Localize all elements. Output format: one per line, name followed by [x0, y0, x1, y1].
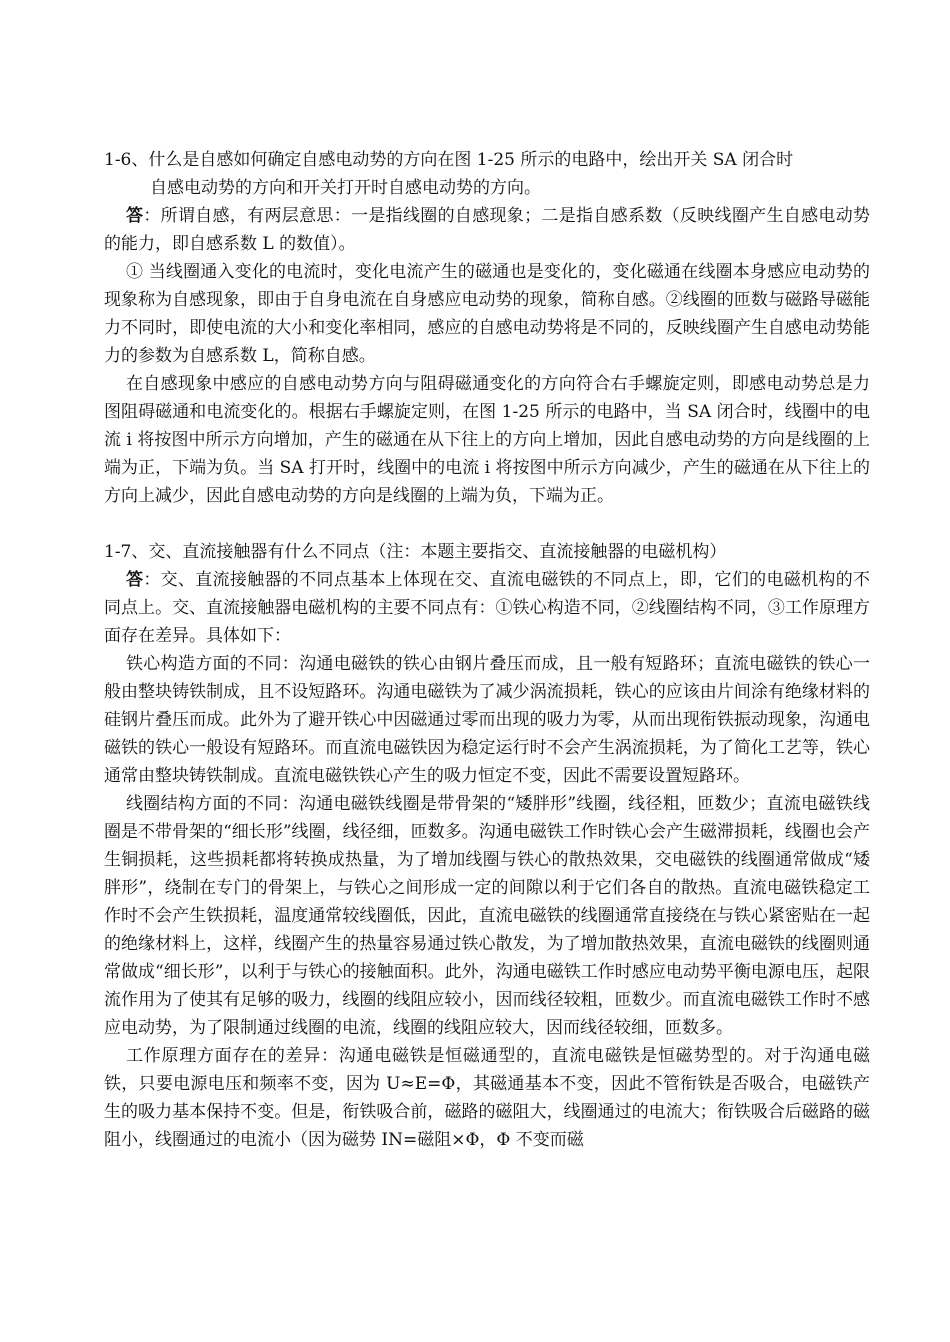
- answer-1-7-working-principle: 工作原理方面存在的差异：沟通电磁铁是恒磁通型的，直流电磁铁是恒磁势型的。对于沟通电磁铁，只要电源电压和频率不变，因为 U≈E=Φ，其磁通基本不变，因此不管衔铁是否吸合，电磁铁产生的吸力基本保持不变。但是，衔铁吸合前，磁路的磁阻大，线圈通过的电流大；衔铁吸合后磁路的磁阻小，线圈通过的电流小（因为磁势 IN=磁阻×Φ，Φ 不变而磁: [104, 1046, 870, 1150]
- question-1-7: 1-7、交、直流接触器有什么不同点（注：本题主要指交、直流接触器的电磁机构）: [104, 542, 727, 562]
- answer-1-7-intro: [104, 566, 870, 650]
- answer-1-6-paragraph-2: ① 当线圈通入变化的电流时，变化电流产生的磁通也是变化的，变化磁通在线圈本身感应电动势的现象称为自感现象，即由于自身电流在自身感应电动势的现象，简称自感。②线圈的匝数与磁路导磁能力不同时，即使电流的大小和变化率相同，感应的自感电动势将是不同的，反映线圈产生自感电动势能力的参数为自感系数 L，简称自感。: [104, 262, 870, 366]
- question-1-6-line2: 自感电动势的方向和开关打开时自感电动势的方向。: [150, 178, 541, 198]
- question-1-6: [104, 146, 870, 202]
- question-1-6-line1: 1-6、什么是自感如何确定自感电动势的方向在图 1-25 所示的电路中，绘出开关 SA 闭合时: [104, 150, 794, 170]
- answer-1-7-intro-text: ：交、直流接触器的不同点基本上体现在交、直流电磁铁的不同点上，即，它们的电磁机构的不同点上。交、直流接触器电磁机构的主要不同点有：①铁心构造不同，②线圈结构不同，③工作原理方面存在差异。具体如下：: [104, 570, 871, 646]
- answer-1-6-intro-text: ：所谓自感，有两层意思：一是指线圈的自感现象；二是指自感系数（反映线圈产生自感电动势的能力，即自感系数 L 的数值）。: [104, 206, 871, 254]
- section-spacer: [104, 510, 870, 538]
- answer-1-6-intro: [104, 202, 870, 258]
- answer-label: 答: [126, 570, 144, 590]
- answer-1-7-core-structure: 铁心构造方面的不同：沟通电磁铁的铁心由钢片叠压而成，且一般有短路环；直流电磁铁的铁心一般由整块铸铁制成，且不设短路环。沟通电磁铁为了减少涡流损耗，铁心的应该由片间涂有绝缘材料的硅钢片叠压而成。此外为了避开铁心中因磁通过零而出现的吸力为零，从而出现衔铁振动现象，沟通电磁铁的铁心一般设有短路环。而直流电磁铁因为稳定运行时不会产生涡流损耗，为了简化工艺等，铁心通常由整块铸铁制成。直流电磁铁铁心产生的吸力恒定不变，因此不需要设置短路环。: [104, 654, 870, 786]
- answer-label: 答: [126, 206, 144, 226]
- answer-1-7-coil-structure: 线圈结构方面的不同：沟通电磁铁线圈是带骨架的“矮胖形”线圈，线径粗，匝数少；直流电磁铁线圈是不带骨架的“细长形”线圈，线径细，匝数多。沟通电磁铁工作时铁心会产生磁滞损耗，线圈也会产生铜损耗，这些损耗都将转换成热量，为了增加线圈与铁心的散热效果，交电磁铁的线圈通常做成“矮胖形”，绕制在专门的骨架上，与铁心之间形成一定的间隙以利于它们各自的散热。直流电磁铁稳定工作时不会产生铁损耗，温度通常较线圈低，因此，直流电磁铁的线圈通常直接绕在与铁心紧密贴在一起的绝缘材料上，这样，线圈产生的热量容易通过铁心散发，为了增加散热效果，直流电磁铁的线圈则通常做成“细长形”，以利于与铁心的接触面积。此外，沟通电磁铁工作时感应电动势平衡电源电压，起限流作用为了使其有足够的吸力，线圈的线阻应较小，因而线径较粗，匝数少。而直流电磁铁工作时不感应电动势，为了限制通过线圈的电流，线圈的线阻应较大，因而线径较细，匝数多。: [104, 794, 870, 1038]
- answer-1-6-paragraph-3: 在自感现象中感应的自感电动势方向与阻碍磁通变化的方向符合右手螺旋定则，即感电动势总是力图阻碍磁通和电流变化的。根据右手螺旋定则，在图 1-25 所示的电路中，当 SA 闭合时，线圈中的电流 i 将按图中所示方向增加，产生的磁通在从下往上的方向上增加，因此自感电动势的方向是线圈的上端为正，下端为负。当 SA 打开时，线圈中的电流 i 将按图中所示方向减少，产生的磁通在从下往上的方向上减少，因此自感电动势的方向是线圈的上端为负，下端为正。: [104, 374, 870, 506]
